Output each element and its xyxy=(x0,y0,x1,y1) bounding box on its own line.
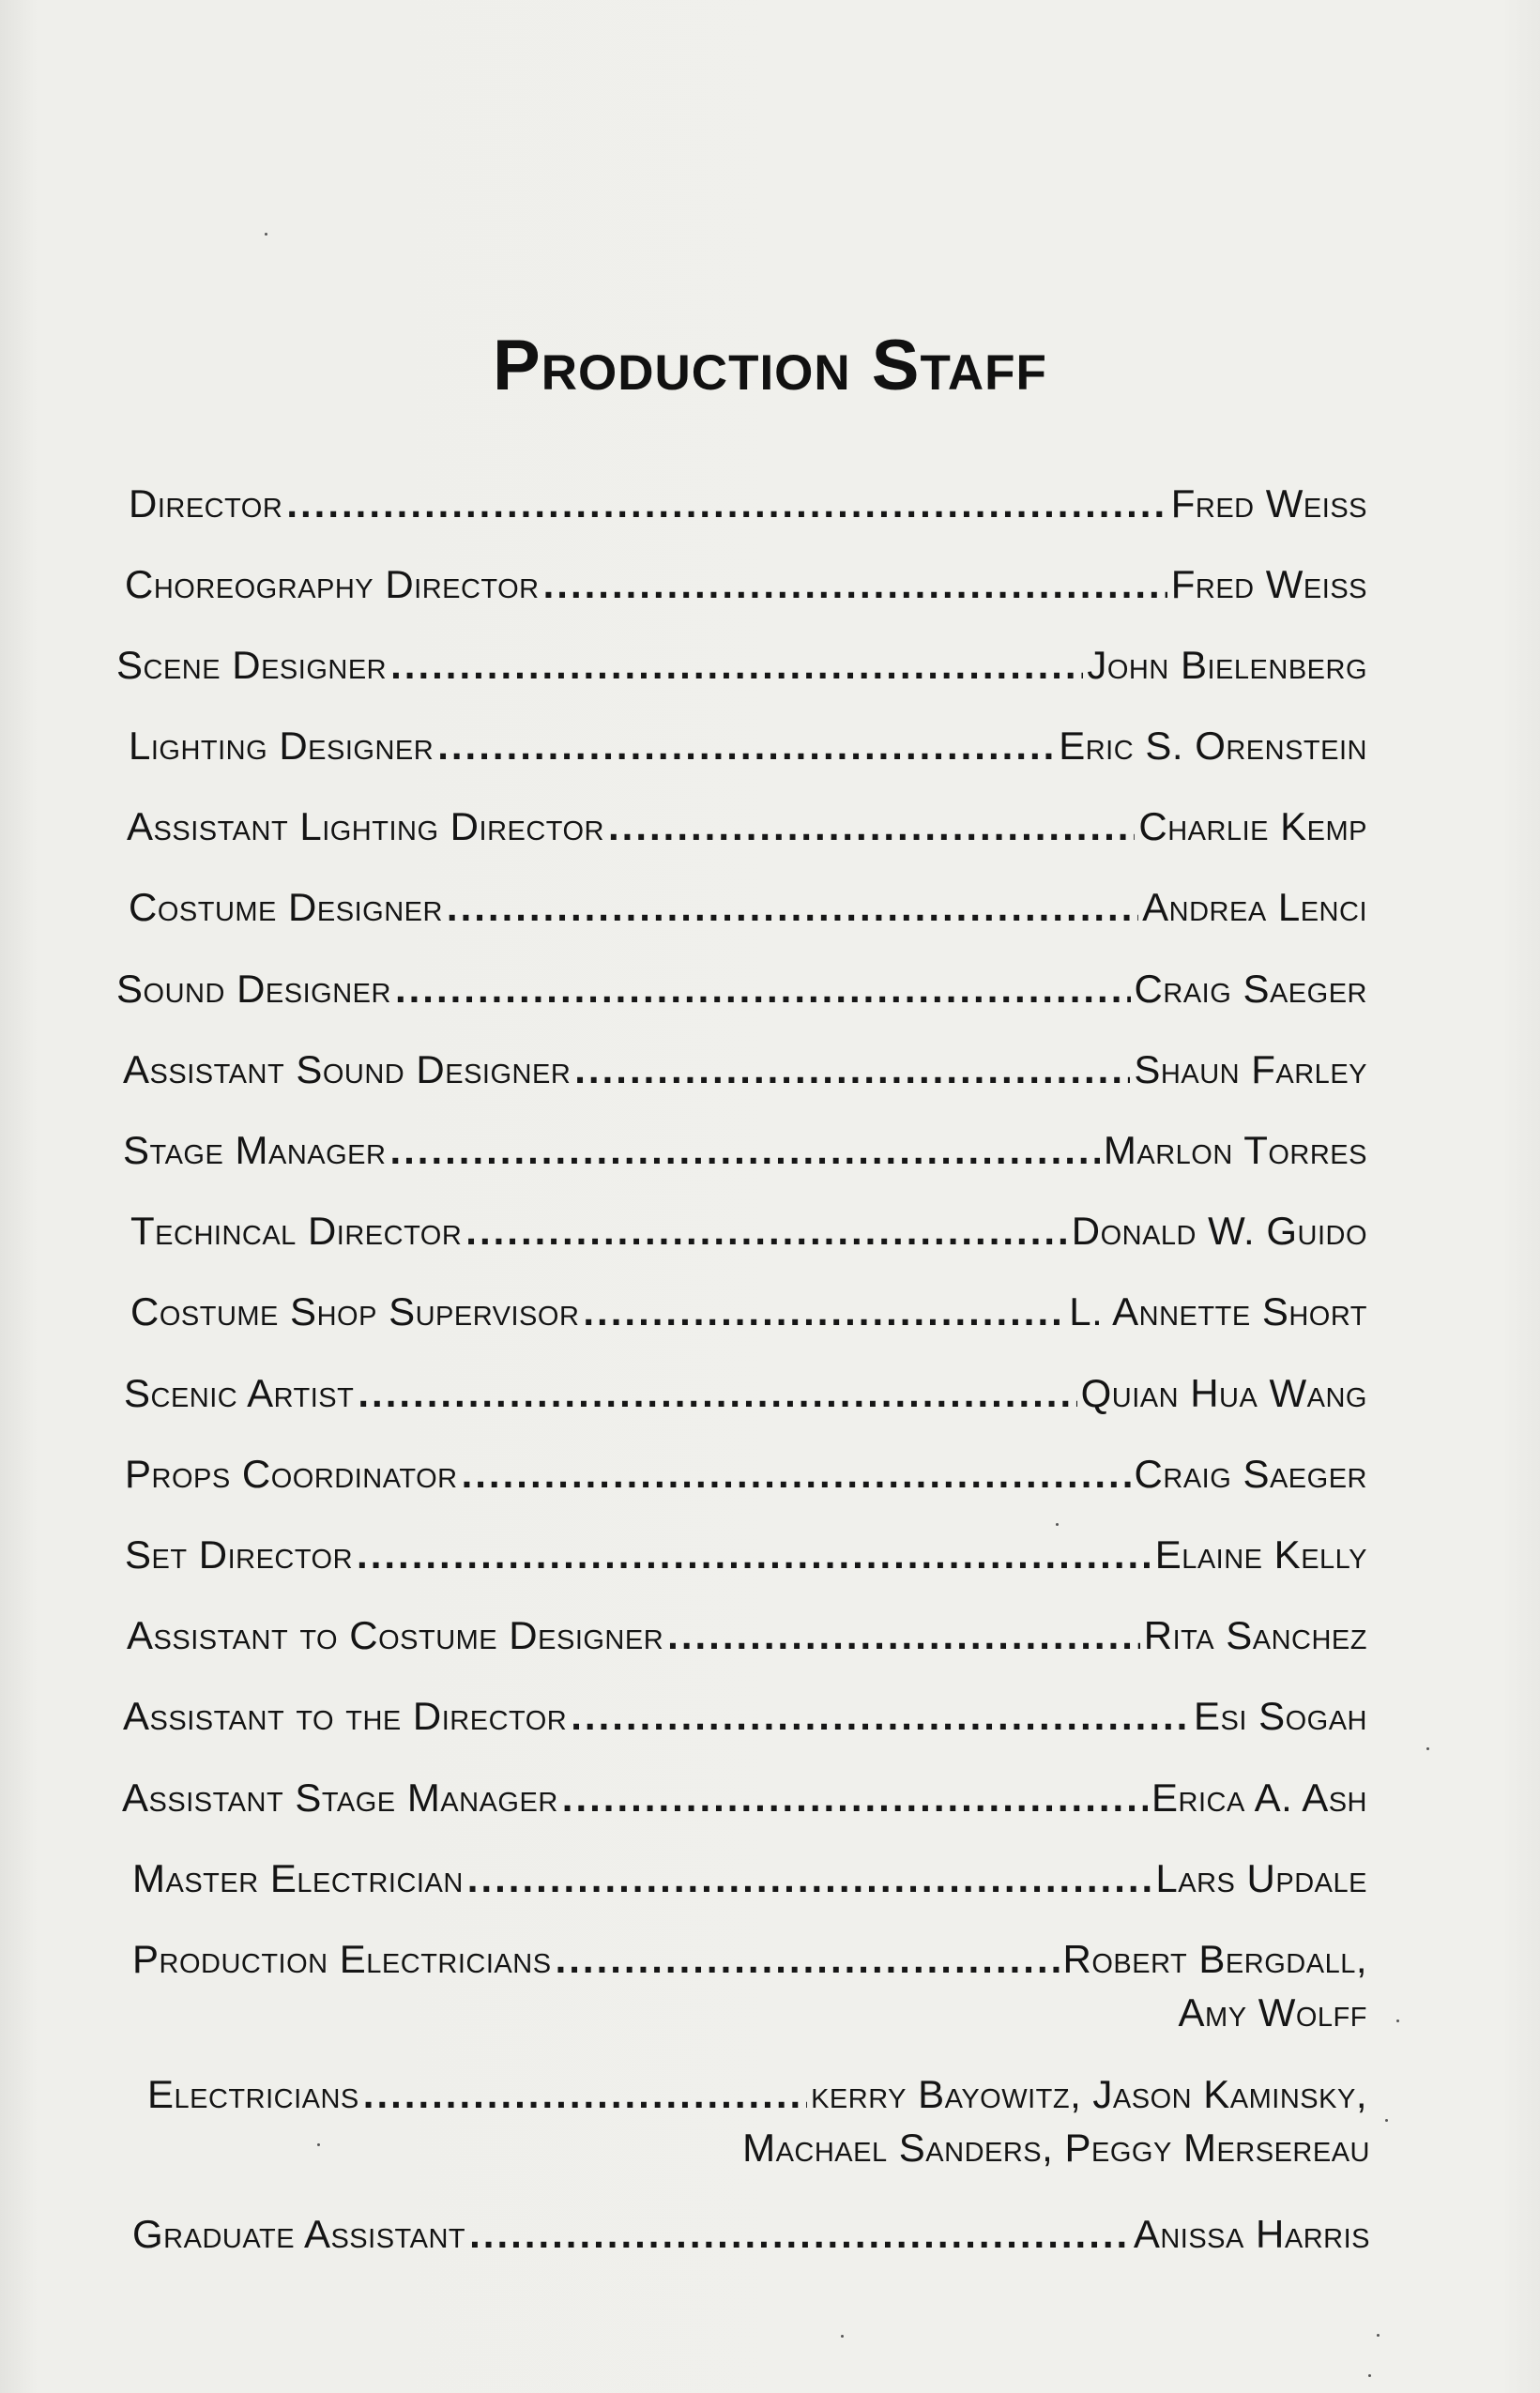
staff-row xyxy=(122,1778,1367,1818)
staff-name: Craig Saeger xyxy=(1134,1452,1367,1496)
staff-row xyxy=(125,562,1367,606)
staff-name: Eric S. Orenstein xyxy=(1059,724,1367,768)
dot-leader xyxy=(447,888,1138,927)
staff-name: kerry Bayowitz, Jason Kaminsky, xyxy=(811,2072,1367,2116)
staff-name: Craig Saeger xyxy=(1134,967,1367,1011)
staff-row xyxy=(130,1209,1367,1253)
staff-role: Assistant Lighting Director xyxy=(127,804,604,848)
staff-row xyxy=(123,1128,1367,1172)
staff-name: Anissa Harris xyxy=(1133,2212,1370,2256)
dot-leader xyxy=(562,1778,1148,1818)
dot-leader xyxy=(462,1455,1131,1494)
page-title: Production Staff xyxy=(493,326,1047,405)
staff-row xyxy=(125,1452,1367,1496)
dot-leader xyxy=(357,1535,1151,1575)
staff-name: L. Annette Short xyxy=(1069,1289,1367,1334)
staff-role: Scene Designer xyxy=(116,643,388,687)
dot-leader xyxy=(667,1616,1140,1655)
staff-role: Costume Shop Supervisor xyxy=(130,1289,580,1334)
staff-name-continued: Amy Wolff xyxy=(1178,1990,1367,2035)
staff-name: Marlon Torres xyxy=(1103,1128,1367,1172)
paper-speck xyxy=(1385,2119,1388,2122)
dot-leader xyxy=(469,2215,1130,2254)
paper-speck xyxy=(1426,1747,1429,1750)
staff-name: Andrea Lenci xyxy=(1142,885,1367,929)
staff-name: Erica A. Ash xyxy=(1151,1776,1367,1820)
staff-role: Assistant to Costume Designer xyxy=(127,1613,664,1657)
paper-speck xyxy=(1377,2334,1380,2337)
dot-leader xyxy=(543,565,1167,604)
staff-role: Lighting Designer xyxy=(129,724,435,768)
staff-role: Costume Designer xyxy=(129,885,443,929)
staff-row xyxy=(123,1047,1367,1091)
staff-role: Graduate Assistant xyxy=(132,2212,466,2256)
staff-row xyxy=(127,804,1367,848)
staff-name: Quian Hua Wang xyxy=(1080,1371,1367,1415)
staff-name: Charlie Kemp xyxy=(1138,804,1367,848)
staff-row xyxy=(129,481,1367,526)
paper-speck xyxy=(265,233,267,236)
staff-row xyxy=(123,1694,1367,1738)
staff-role: Director xyxy=(129,481,283,526)
staff-name-continued: Machael Sanders, Peggy Mersereau xyxy=(742,2126,1370,2170)
staff-name: Rita Sanchez xyxy=(1143,1613,1367,1657)
dot-leader xyxy=(363,2075,807,2114)
dot-leader xyxy=(608,807,1135,846)
staff-role: Assistant Sound Designer xyxy=(123,1047,572,1091)
staff-row xyxy=(129,885,1367,929)
dot-leader xyxy=(395,969,1131,1009)
staff-row xyxy=(127,1613,1367,1657)
paper-speck xyxy=(1368,2374,1371,2377)
dot-leader xyxy=(574,1050,1130,1090)
dot-leader xyxy=(437,726,1055,766)
paper-speck xyxy=(841,2335,844,2338)
staff-row xyxy=(132,2212,1370,2256)
staff-name: John Bielenberg xyxy=(1087,643,1367,687)
staff-row xyxy=(116,643,1367,687)
dot-leader xyxy=(465,1212,1067,1251)
paper-speck xyxy=(317,2143,320,2146)
staff-row xyxy=(116,969,1367,1009)
staff-role: Stage Manager xyxy=(123,1128,387,1172)
staff-row xyxy=(132,1856,1367,1900)
staff-role: Assistant to the Director xyxy=(123,1694,568,1738)
staff-role: Assistant Stage Manager xyxy=(122,1776,558,1820)
staff-role: Set Director xyxy=(125,1532,354,1577)
paper-speck xyxy=(1396,2020,1399,2022)
dot-leader xyxy=(389,1131,1099,1170)
dot-leader xyxy=(571,1697,1190,1736)
staff-row xyxy=(125,1532,1367,1577)
staff-row xyxy=(129,726,1367,766)
staff-name: Lars Updale xyxy=(1155,1856,1367,1900)
staff-role: Scenic Artist xyxy=(124,1371,355,1415)
staff-name: Robert Bergdall, xyxy=(1062,1937,1367,1981)
dot-leader xyxy=(358,1374,1076,1413)
dot-leader xyxy=(583,1292,1065,1332)
dot-leader xyxy=(467,1859,1152,1898)
staff-row xyxy=(132,1937,1367,1981)
staff-row xyxy=(130,1289,1367,1334)
staff-name: Shaun Farley xyxy=(1134,1047,1367,1091)
paper-speck xyxy=(1056,1523,1059,1526)
staff-role: Electricians xyxy=(147,2072,359,2116)
staff-name: Elaine Kelly xyxy=(1154,1532,1367,1577)
staff-role: Choreography Director xyxy=(125,562,540,606)
staff-name: Fred Weiss xyxy=(1170,481,1367,526)
staff-role: Props Coordinator xyxy=(125,1452,458,1496)
staff-row xyxy=(124,1371,1367,1415)
staff-role: Techincal Director xyxy=(130,1209,463,1253)
staff-role: Production Electricians xyxy=(132,1937,552,1981)
staff-role: Sound Designer xyxy=(116,967,391,1011)
dot-leader xyxy=(556,1940,1060,1979)
dot-leader xyxy=(390,646,1083,685)
staff-name: Fred Weiss xyxy=(1170,562,1367,606)
dot-leader xyxy=(286,484,1166,524)
staff-name: Esi Sogah xyxy=(1194,1694,1367,1738)
staff-role: Master Electrician xyxy=(132,1856,464,1900)
staff-name: Donald W. Guido xyxy=(1071,1209,1367,1253)
staff-row xyxy=(147,2072,1367,2116)
